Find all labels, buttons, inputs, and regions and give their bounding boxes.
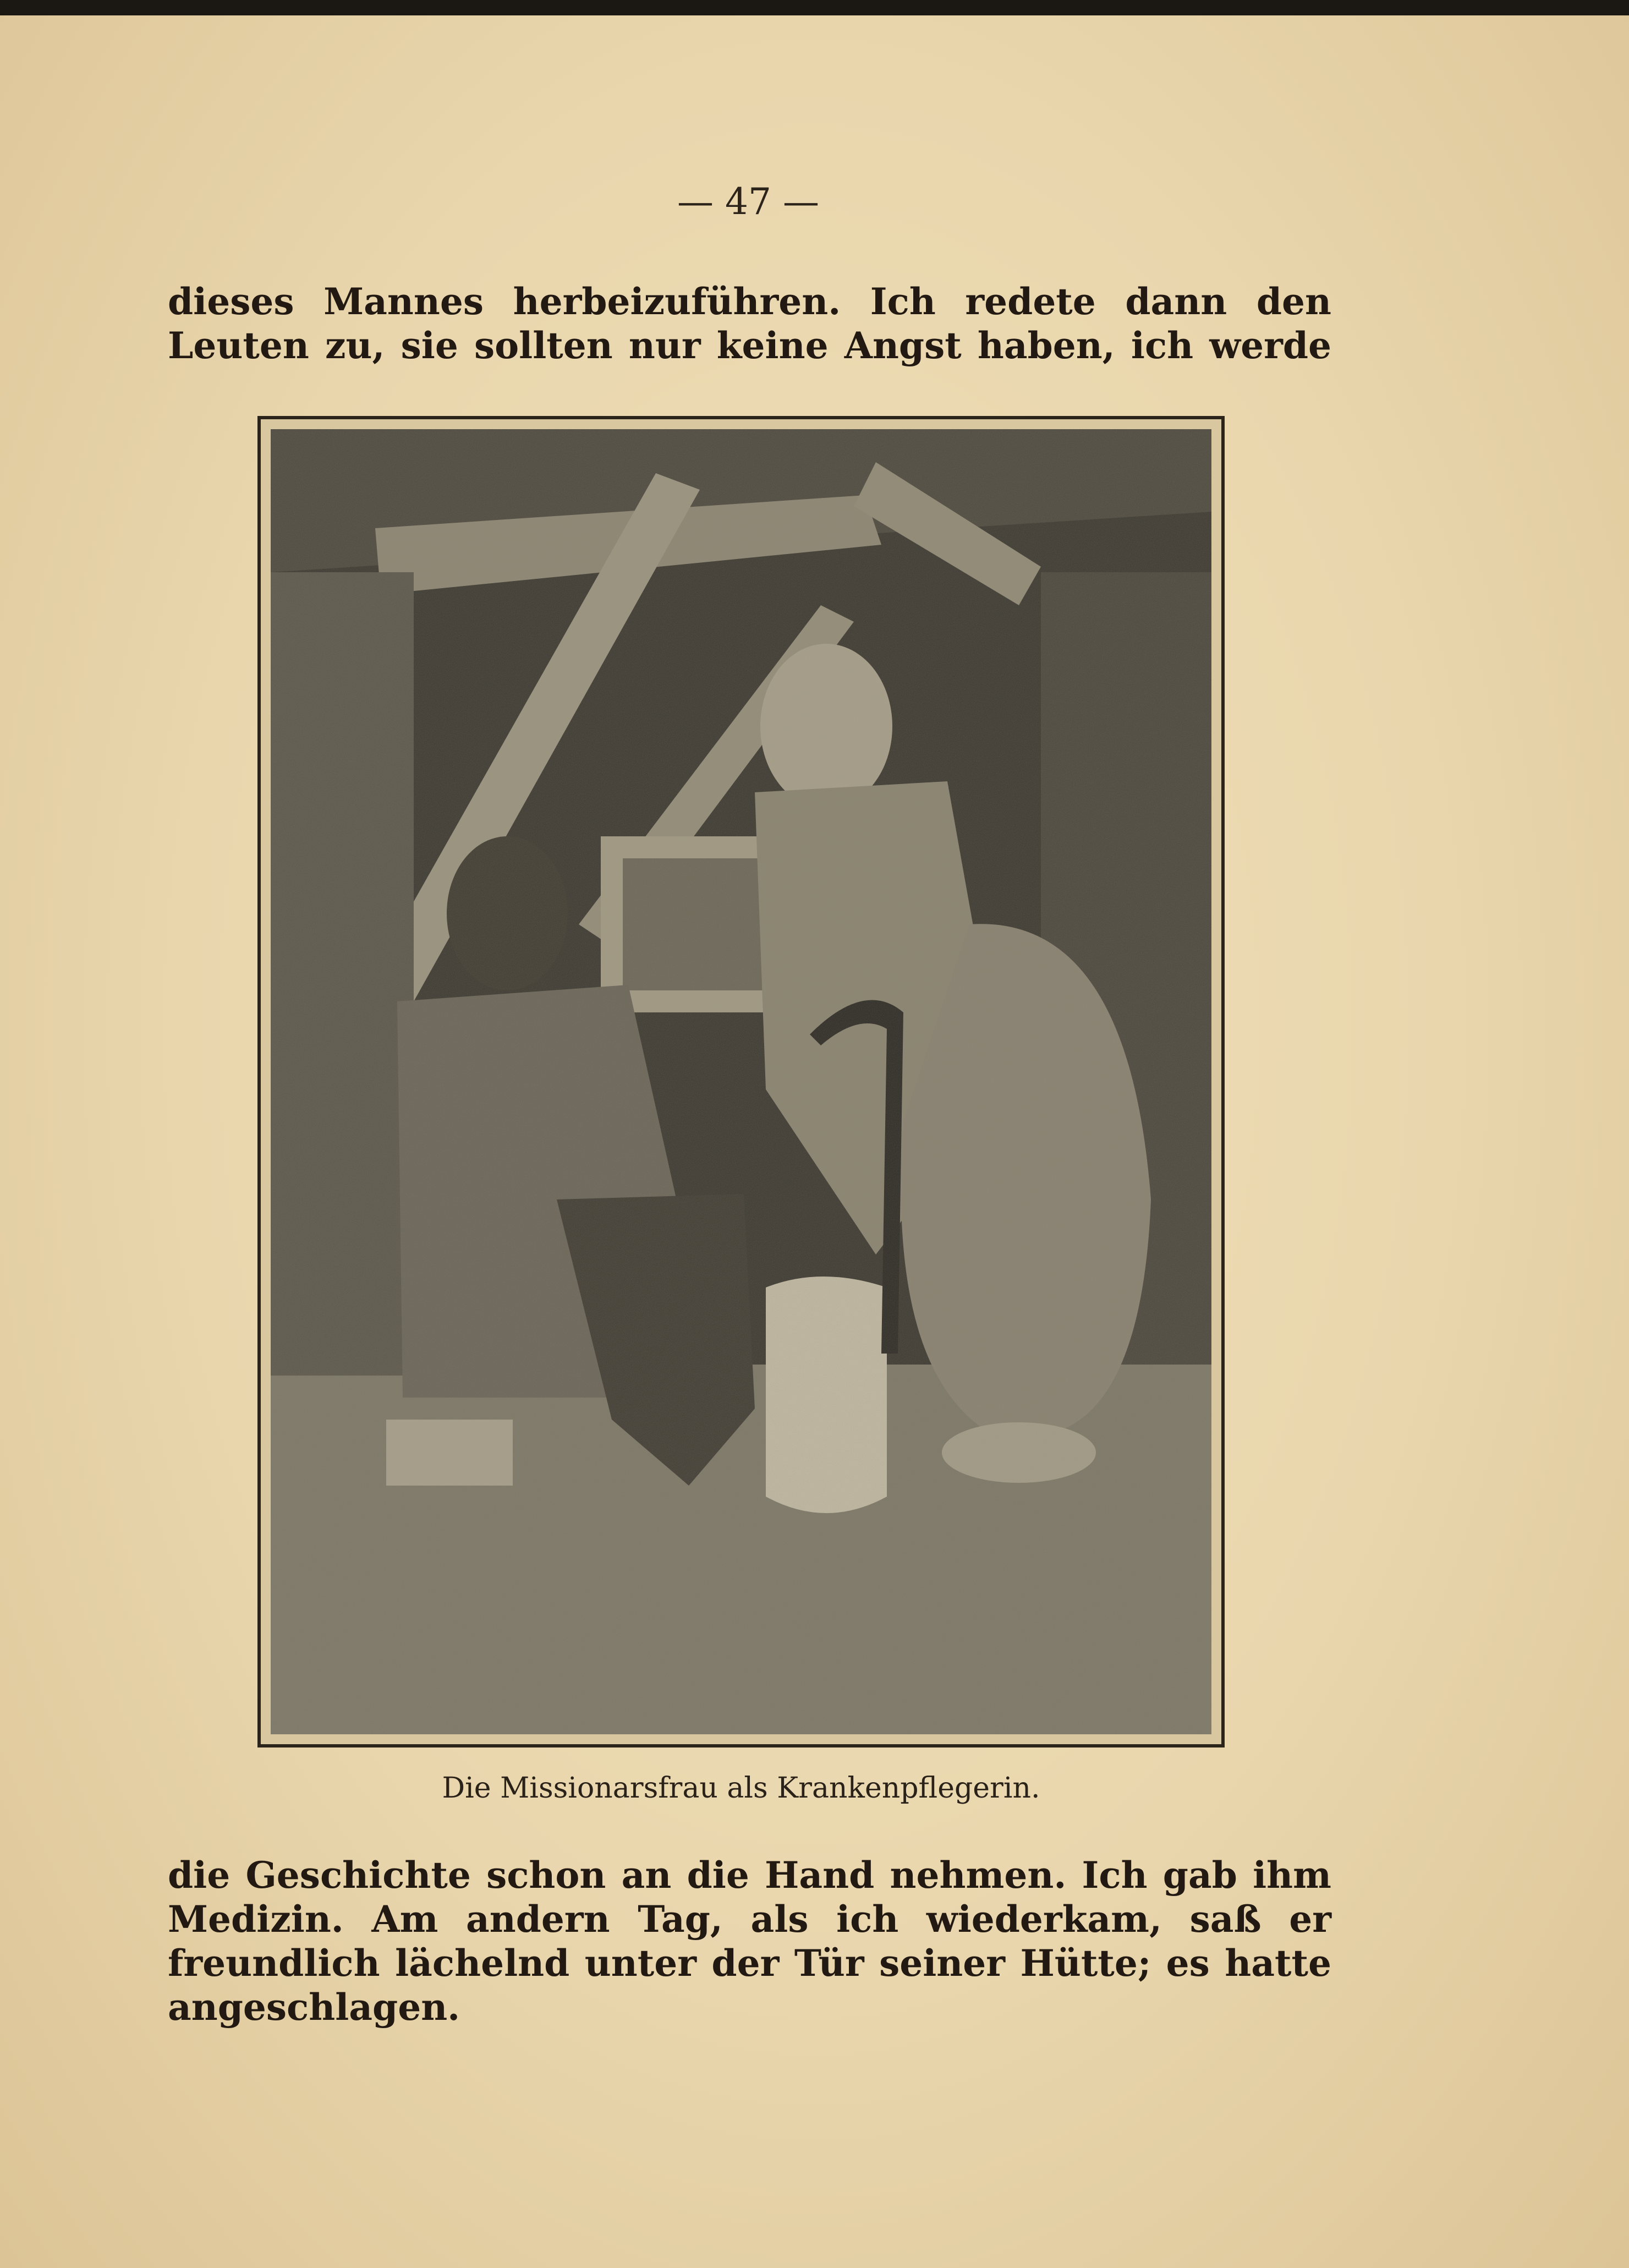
photo-illustration — [271, 429, 1211, 1734]
text-line: Leuten zu, sie sollten nur keine Angst haben, ich werde — [168, 324, 1331, 367]
photograph — [257, 416, 1225, 1747]
photo-caption: Die Missionarsfrau als Krankenpflegerin. — [442, 1772, 1040, 1805]
page-number: — 47 — — [677, 180, 819, 223]
bottom-paragraph — [168, 1853, 1331, 2029]
text-line: die Geschichte schon an die Hand nehmen. Ich gab ihm — [168, 1854, 1331, 1897]
book-page — [0, 15, 1629, 2268]
text-line: dieses Mannes herbeizuführen. Ich redete dann den — [168, 280, 1331, 323]
text-line: freundlich lächelnd unter der Tür seiner Hütte; es hatte — [168, 1942, 1331, 1985]
text-line: Medizin. Am andern Tag, als ich wiederkam, saß er — [168, 1898, 1331, 1941]
top-paragraph — [168, 280, 1331, 368]
text-line: angeschlagen. — [168, 1986, 460, 2029]
